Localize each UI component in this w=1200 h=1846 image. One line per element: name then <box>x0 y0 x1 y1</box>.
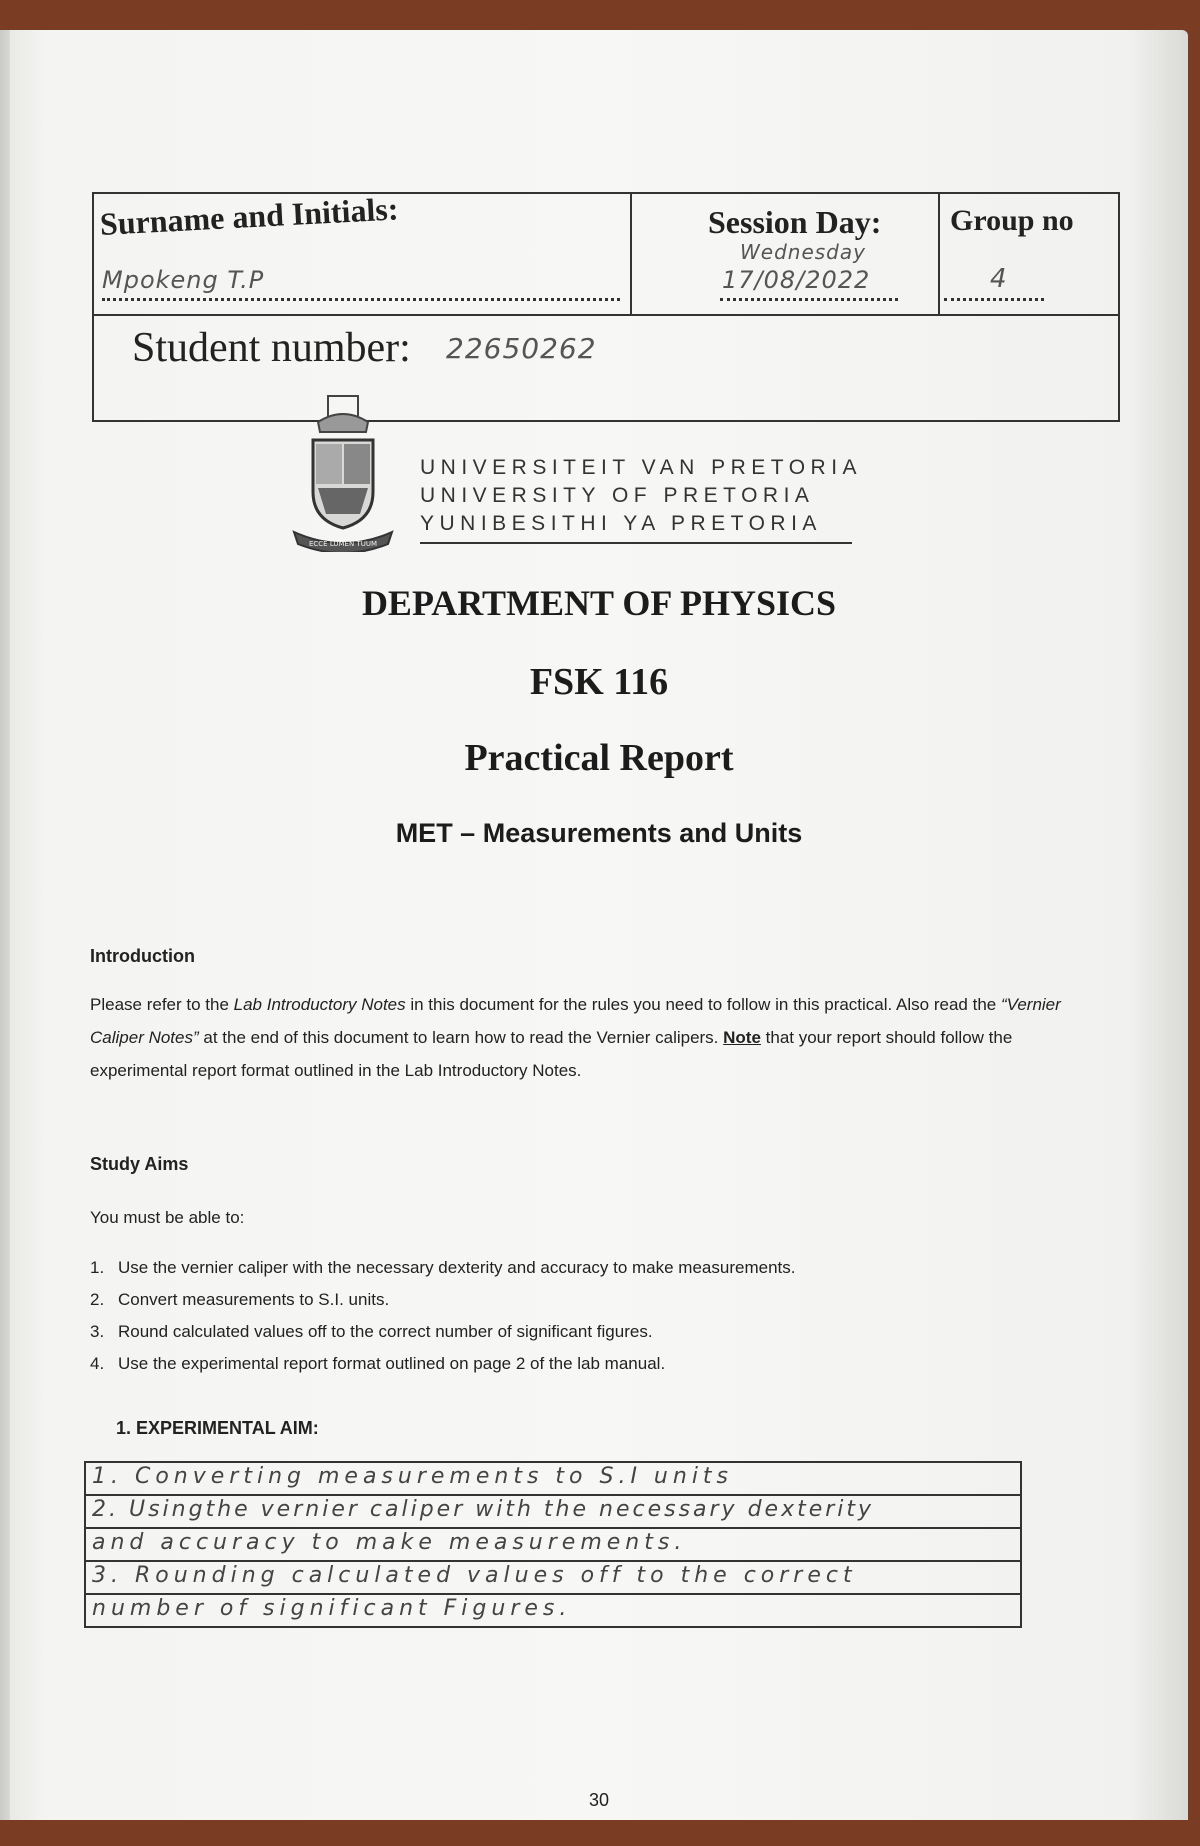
group-dots <box>944 298 1044 301</box>
report-title: Practical Report <box>464 737 734 779</box>
university-name-sepedi: YUNIBESITHI YA PRETORIA <box>420 512 822 535</box>
list-item: 3. Round calculated values off to the correct number of significant figures. <box>90 1322 653 1341</box>
surname-label: Surname and Initials: <box>99 190 400 242</box>
session-cell <box>632 194 940 314</box>
group-label: Group no <box>950 204 1074 237</box>
group-cell <box>940 194 1120 314</box>
surname-cell <box>94 190 632 314</box>
list-item: 1. Use the vernier caliper with the necessary dexterity and accuracy to make measurements. <box>90 1258 796 1277</box>
introduction-heading: Introduction <box>90 946 195 966</box>
list-item: 2. Convert measurements to S.I. units. <box>90 1290 390 1309</box>
student-number-label: Student number: <box>132 325 411 371</box>
student-info-table <box>92 192 1120 422</box>
student-number-value: 22650262 <box>446 332 597 365</box>
department-title: DEPARTMENT OF PHYSICS <box>361 583 837 623</box>
session-date-value: 17/08/2022 <box>722 266 871 294</box>
session-dots <box>720 298 898 301</box>
university-crest-icon <box>288 392 398 552</box>
course-code: FSK 116 <box>529 661 669 703</box>
table-row: 1. Converting measurements to S.I units <box>86 1463 1020 1496</box>
list-item: 4. Use the experimental report format outlined on page 2 of the lab manual. <box>90 1354 666 1373</box>
group-value: 4 <box>990 264 1008 294</box>
practical-title: MET – Measurements and Units <box>395 818 803 848</box>
session-label: Session Day: <box>708 204 882 240</box>
table-row: 2. Usingthe vernier caliper with the necessary dexterity <box>86 1496 1020 1529</box>
page-number: 30 <box>588 1790 610 1810</box>
table-row: 3. Rounding calculated values off to the correct <box>86 1562 1020 1595</box>
surname-value: Mpokeng T.P <box>102 266 265 294</box>
study-aims-heading: Study Aims <box>90 1154 189 1174</box>
surname-dots <box>102 298 620 301</box>
university-rule <box>420 542 852 544</box>
table-row: and accuracy to make measurements. <box>86 1529 1020 1562</box>
session-day-value: Wednesday <box>740 240 866 264</box>
info-row <box>94 190 1118 316</box>
university-name-afrikaans: UNIVERSITEIT VAN PRETORIA <box>420 456 863 479</box>
university-name-english: UNIVERSITY OF PRETORIA <box>420 484 815 507</box>
crest-motto: ECCE LUMEN TUUM <box>308 540 378 548</box>
note-keyword: Note <box>723 1028 761 1047</box>
university-name-block <box>420 454 863 544</box>
experimental-aim-table <box>84 1461 1022 1628</box>
study-aims-intro: You must be able to: <box>90 1208 245 1227</box>
study-aims-list <box>90 1252 1070 1380</box>
document-page <box>10 30 1188 1820</box>
table-row: number of significant Figures. <box>92 1596 572 1621</box>
introduction-paragraph: Please refer to the Lab Introductory Notes in this document for the rules you need to follow in this practical. Also read the “Vernier Caliper Notes” at the end of this document to learn how to read the Vernier calipers. Note that your report should follow the experimental report format outlined in the Lab Introductory Notes. <box>90 995 1061 1080</box>
experimental-aim-heading: 1. EXPERIMENTAL AIM: <box>116 1418 319 1438</box>
